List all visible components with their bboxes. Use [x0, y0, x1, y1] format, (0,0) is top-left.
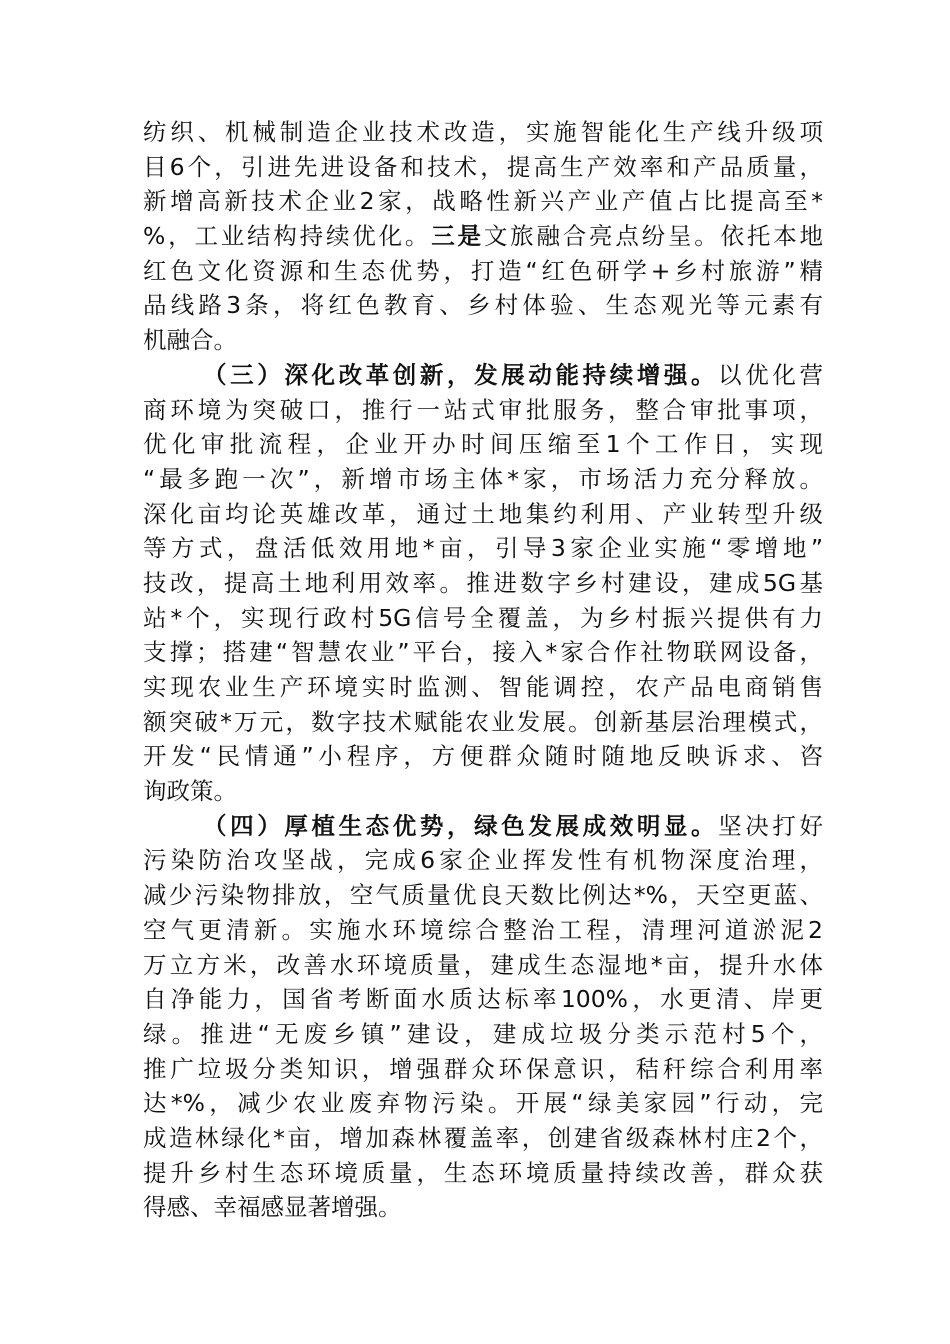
text-line: 空气更清新。实施水环境综合整治工程，清理河道淤泥2	[143, 915, 823, 944]
text-line: 目6个，引进先进设备和技术，提高生产效率和产品质量，	[143, 152, 823, 181]
text-line	[143, 358, 823, 393]
text-line: 自净能力，国省考断面水质达标率100%，水更清、岸更	[143, 985, 823, 1014]
text-line: 成造林绿化*亩，增加森林覆盖率，创建省级森林村庄2个，	[143, 1123, 823, 1152]
body-text: 坚决打好	[718, 811, 824, 840]
body-text: 以优化营	[718, 360, 824, 389]
text-line: 额突破*万元，数字技术赋能农业发展。创新基层治理模式，	[143, 707, 823, 736]
text-line	[143, 219, 823, 254]
text-line: 减少污染物排放，空气质量优良天数比例达*%，天空更蓝、	[143, 881, 823, 910]
text-line: 绿。推进“无废乡镇”建设，建成垃圾分类示范村5个，	[143, 1019, 823, 1048]
text-line: 开发“民情通”小程序，方便群众随时随地反映诉求、咨	[143, 742, 823, 771]
text-line: 得感、幸福感显著增强。	[143, 1193, 402, 1222]
text-line: “最多跑一次”，新增市场主体*家，市场活力充分释放。	[143, 464, 823, 493]
text-line: 优化审批流程，企业开办时间压缩至1个工作日，实现	[143, 430, 823, 459]
text-line: 机融合。	[143, 326, 237, 355]
text-line: 提升乡村生态环境质量，生态环境质量持续改善，群众获	[143, 1158, 823, 1187]
bold-heading-text: 三是	[431, 222, 484, 251]
bold-heading-text: （四）厚植生态优势，绿色发展成效明显。	[203, 811, 719, 840]
text-line: 新增高新技术企业2家，战略性新兴产业产值占比提高至*	[143, 187, 823, 216]
text-line: 询政策。	[143, 777, 237, 806]
text-line: 站*个，实现行政村5G信号全覆盖，为乡村振兴提供有力	[143, 603, 823, 632]
document-body	[143, 115, 823, 1225]
text-line: 污染防治攻坚战，完成6家企业挥发性有机物深度治理，	[143, 846, 823, 875]
text-line: 达*%，减少农业废弃物污染。开展“绿美家园”行动，完	[143, 1089, 823, 1118]
text-line: 支撑；搭建“智慧农业”平台，接入*家合作社物联网设备，	[143, 638, 823, 667]
text-line	[143, 809, 823, 844]
text-line: 深化亩均论英雄改革，通过土地集约利用、产业转型升级	[143, 499, 823, 528]
text-line: 红色文化资源和生态优势，打造“红色研学+乡村旅游”精	[143, 256, 823, 285]
body-text: 文旅融合亮点纷呈。依托本地	[483, 222, 824, 251]
text-line: 实现农业生产环境实时监测、智能调控，农产品电商销售	[143, 673, 823, 701]
text-line: 万立方米，改善水环境质量，建成生态湿地*亩，提升水体	[143, 950, 823, 979]
text-line: 技改，提高土地利用效率。推进数字乡村建设，建成5G基	[143, 568, 823, 597]
bold-heading-text: （三）深化改革创新，发展动能持续增强。	[203, 360, 719, 389]
body-text: %，工业结构持续优化。	[143, 222, 432, 251]
text-line: 推广垃圾分类知识，增强群众环保意识，秸秆综合利用率	[143, 1054, 823, 1083]
text-line: 商环境为突破口，推行一站式审批服务，整合审批事项，	[143, 395, 823, 424]
text-line: 纺织、机械制造企业技术改造，实施智能化生产线升级项	[143, 118, 823, 146]
text-line: 等方式，盘活低效用地*亩，引导3家企业实施“零增地”	[143, 534, 823, 563]
text-line: 品线路3条，将红色教育、乡村体验、生态观光等元素有	[143, 291, 823, 320]
